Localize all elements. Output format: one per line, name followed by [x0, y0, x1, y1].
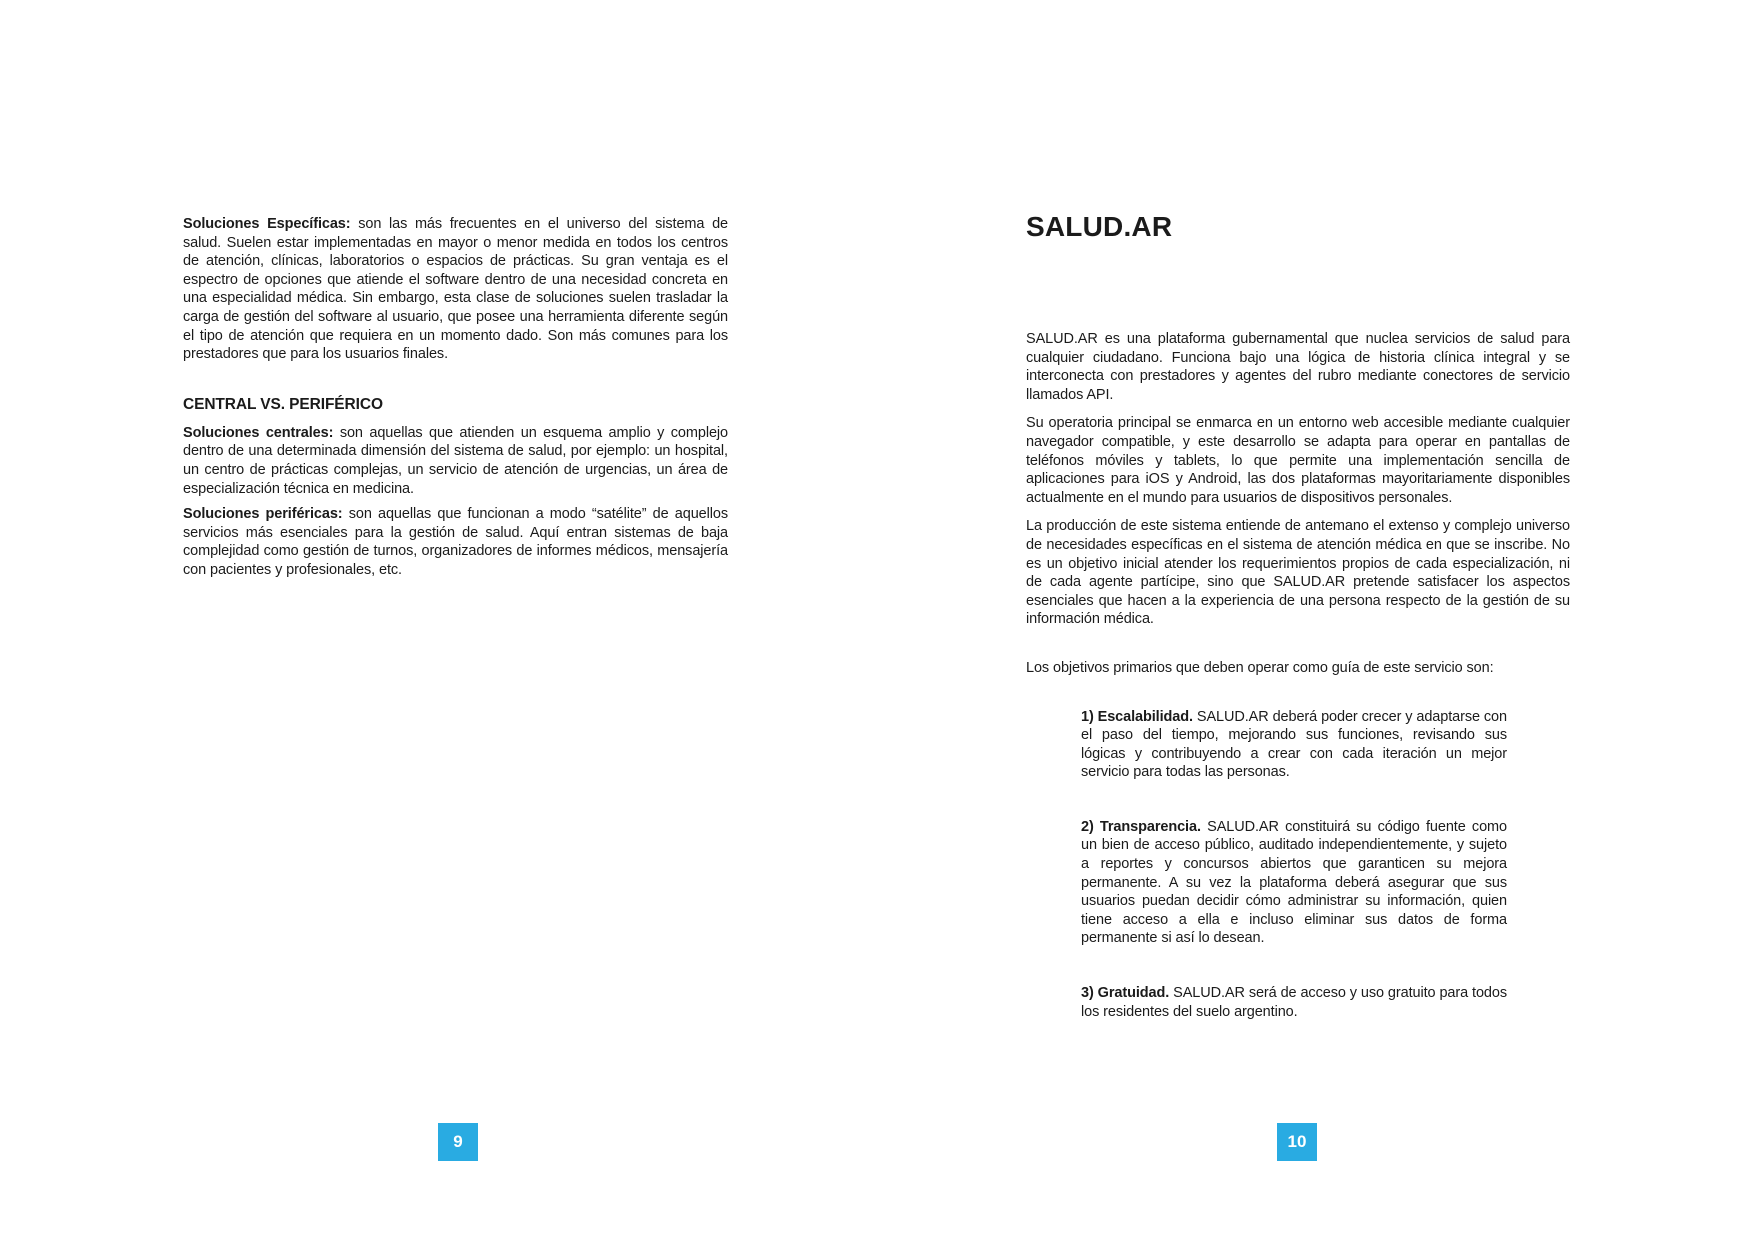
section-heading-central-vs-periferico: CENTRAL VS. PERIFÉRICO — [183, 395, 383, 413]
paragraph-soluciones-centrales — [183, 424, 728, 498]
objective-escalabilidad — [1081, 708, 1507, 782]
objective-text: SALUD.AR constituirá su código fuente como un bien de acceso público, auditado independientemente, y sujeto a reportes y concursos abiertos que garanticen su mejora permanente. A su vez la plataforma deberá asegurar que sus usuarios puedan decidir cómo administrar su información, quien tiene acceso a ella e incluso eliminar sus datos de forma permanente si así lo desean. — [1081, 818, 1507, 947]
paragraph-lead: Soluciones Específicas: — [183, 216, 351, 232]
objectives-intro: Los objetivos primarios que deben operar como guía de este servicio son: — [1026, 659, 1494, 676]
objective-lead: 2) Transparencia. — [1081, 818, 1201, 835]
paragraph-text: son aquellas que atienden un esquema amplio y complejo dentro de una determinada dimensión del sistema de salud, por ejemplo: un hospital, un centro de prácticas complejas, un servicio de atención de urgencias, un área de especialización técnica en medicina. — [183, 424, 728, 497]
page-title-salud-ar: SALUD.AR — [1026, 211, 1173, 242]
objective-gratuidad — [1081, 984, 1507, 1021]
page-number-badge-10: 10 — [1277, 1123, 1317, 1161]
paragraph-text: son las más frecuentes en el universo del sistema de salud. Suelen estar implementadas en mayor o menor medida en todos los centros de atención, clínicas, laboratorios o espacios de prácticas. Su gran ventaja es el espectro de opciones que atiende el software dentro de una necesidad concreta en una especialidad médica. Sin embargo, esta clase de soluciones suelen trasladar la carga de gestión del software al usuario, que posee una herramienta diferente según el tipo de atención que requiera en un momento dado. Son más comunes para los prestadores que para los usuarios finales. — [183, 216, 728, 363]
paragraph-lead: Soluciones centrales: — [183, 424, 334, 441]
objective-transparencia — [1081, 818, 1507, 948]
paragraph-soluciones-especificas — [183, 215, 728, 364]
objective-lead: 3) Gratuidad. — [1081, 985, 1170, 1002]
paragraph-soluciones-perifericas — [183, 505, 728, 579]
page-number-badge-9: 9 — [438, 1123, 478, 1161]
paragraph-operatoria: Su operatoria principal se enmarca en un entorno web accesible mediante cualquier navegador compatible, y este desarrollo se adapta para operar en pantallas de teléfonos móviles y tablets, lo que permite una implementación sencilla de aplicaciones para iOS y Android, las dos plataformas mayoritariamente disponibles actualmente en el mundo para usuarios de dispositivos personales. — [1026, 415, 1570, 506]
page-9 — [183, 215, 728, 587]
paragraph-text: son aquellas que funcionan a modo “satélite” de aquellos servicios más esenciales para la gestión de salud. Aquí entran sistemas de baja complejidad como gestión de turnos, organizadores de informes médicos, mensajería con pacientes y profesionales, etc. — [183, 506, 728, 578]
objective-text: SALUD.AR deberá poder crecer y adaptarse con el paso del tiempo, mejorando sus funciones, revisando sus lógicas y contribuyendo a crear con cada iteración un mejor servicio para todas las personas. — [1081, 708, 1507, 781]
paragraph-lead: Soluciones periféricas: — [183, 506, 343, 523]
page-10 — [1026, 210, 1570, 1057]
objective-lead: 1) Escalabilidad. — [1081, 708, 1193, 725]
paragraph-salud-ar-intro: SALUD.AR es una plataforma gubernamental que nuclea servicios de salud para cualquier ciudadano. Funciona bajo una lógica de historia clínica integral y se interconecta con prestadores y agentes del rubro mediante conectores de servicio llamados API. — [1026, 331, 1570, 403]
paragraph-produccion: La producción de este sistema entiende de antemano el extenso y complejo universo de necesidades específicas en el sistema de atención médica en que se inscribe. No es un objetivo inicial atender los requerimientos propios de cada especialización, ni de cada agente partícipe, sino que SALUD.AR pretende satisfacer los aspectos esenciales que hacen a la experiencia de una persona respecto de la gestión de su información médica. — [1026, 518, 1570, 628]
objective-text: SALUD.AR será de acceso y uso gratuito para todos los residentes del suelo argentino. — [1081, 985, 1507, 1020]
